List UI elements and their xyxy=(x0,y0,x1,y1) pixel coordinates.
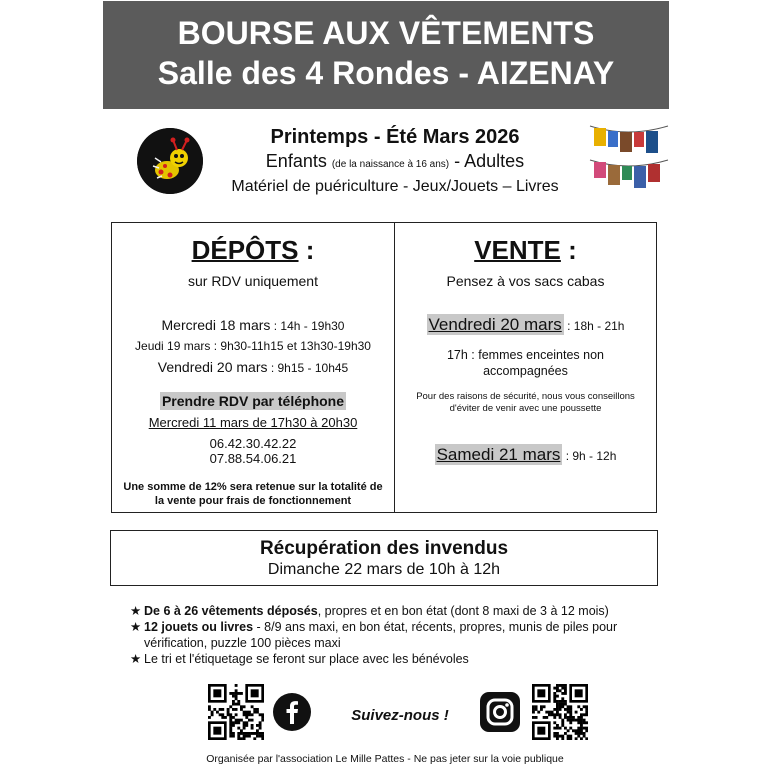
depots-vente-box xyxy=(111,222,657,513)
depots-heading: DÉPÔTS : xyxy=(191,235,315,265)
rule-item: ★ De 6 à 26 vêtements déposés, propres et en bon état (dont 8 maxi de 3 à 12 mois) xyxy=(130,604,609,618)
items-line: Matériel de puériculture - Jeux/Jouets – Livres xyxy=(231,178,559,195)
rdv-date: Mercredi 11 mars de 17h30 à 20h30 xyxy=(148,415,358,430)
depots-subtitle: sur RDV uniquement xyxy=(188,273,318,289)
rule-item: ★ 12 jouets ou livres - 8/9 ans maxi, en bon état, récents, propres, munis de piles pour vérification, puzzle 100 pièces maxi xyxy=(130,620,618,650)
vente-heading: VENTE : xyxy=(474,235,577,265)
vente-day-2: Samedi 21 mars : 9h - 12h xyxy=(436,445,617,464)
facebook-qr-code[interactable] xyxy=(208,684,264,740)
vente-subtitle: Pensez à vos sacs cabas xyxy=(446,273,605,289)
depots-slots xyxy=(112,315,394,378)
rule-item: ★ Le tri et l'étiquetage se feront sur place avec les bénévoles xyxy=(130,652,469,666)
audience-adults: - Adultes xyxy=(449,151,525,171)
season-title: Printemps - Été Mars 2026 xyxy=(270,126,520,148)
phone-number[interactable]: 06.42.30.42.22 xyxy=(209,436,297,451)
safety-notice: Pour des raisons de sécurité, nous vous conseillons d'éviter de venir avec une poussette xyxy=(416,391,635,414)
star-icon: ★ xyxy=(130,620,142,634)
audience-line xyxy=(205,150,585,176)
depot-slot: Jeudi 19 mars : 9h30-11h15 et 13h30-19h30 xyxy=(135,339,371,353)
instagram-icon[interactable] xyxy=(480,692,520,732)
star-icon: ★ xyxy=(130,604,142,618)
recuperation-box xyxy=(110,530,658,586)
recuperation-title: Récupération des invendus xyxy=(259,538,509,559)
star-icon: ★ xyxy=(130,652,142,666)
social-row xyxy=(100,680,670,740)
audience-age-note: (de la naissance à 16 ans) xyxy=(331,159,450,170)
phone-number[interactable]: 07.88.54.06.21 xyxy=(209,451,297,466)
fee-notice: Une somme de 12% sera retenue sur la totalité de la vente pour frais de fonctionnement xyxy=(123,481,383,507)
banner-title: BOURSE AUX VÊTEMENTS xyxy=(177,15,595,51)
rules-list xyxy=(130,603,660,667)
depot-slot: Vendredi 20 mars : 9h15 - 10h45 xyxy=(157,359,349,375)
title-banner xyxy=(103,1,669,109)
follow-us-text: Suivez-nous ! xyxy=(351,707,449,724)
depot-slot: Mercredi 18 mars : 14h - 19h30 xyxy=(161,317,345,333)
phone-numbers xyxy=(112,436,394,466)
facebook-icon[interactable] xyxy=(273,693,311,731)
clothesline-illustration xyxy=(588,116,670,198)
recuperation-date: Dimanche 22 mars de 10h à 12h xyxy=(267,561,501,578)
audience-children: Enfants xyxy=(265,151,332,171)
vente-column xyxy=(395,223,656,512)
rdv-label: Prendre RDV par téléphone xyxy=(161,393,345,409)
vente-day-1: Vendredi 20 mars : 18h - 21h xyxy=(428,315,625,334)
pregnant-notice: 17h : femmes enceintes non accompagnées xyxy=(446,348,605,378)
banner-venue: Salle des 4 Rondes - AIZENAY xyxy=(157,55,615,91)
instagram-qr-code[interactable] xyxy=(532,684,588,740)
footer-note: Organisée par l'association Le Mille Pattes - Ne pas jeter sur la voie publique xyxy=(206,753,564,765)
flyer xyxy=(100,0,670,768)
depots-column xyxy=(112,223,395,512)
association-logo xyxy=(137,128,203,194)
season-block xyxy=(205,124,585,198)
